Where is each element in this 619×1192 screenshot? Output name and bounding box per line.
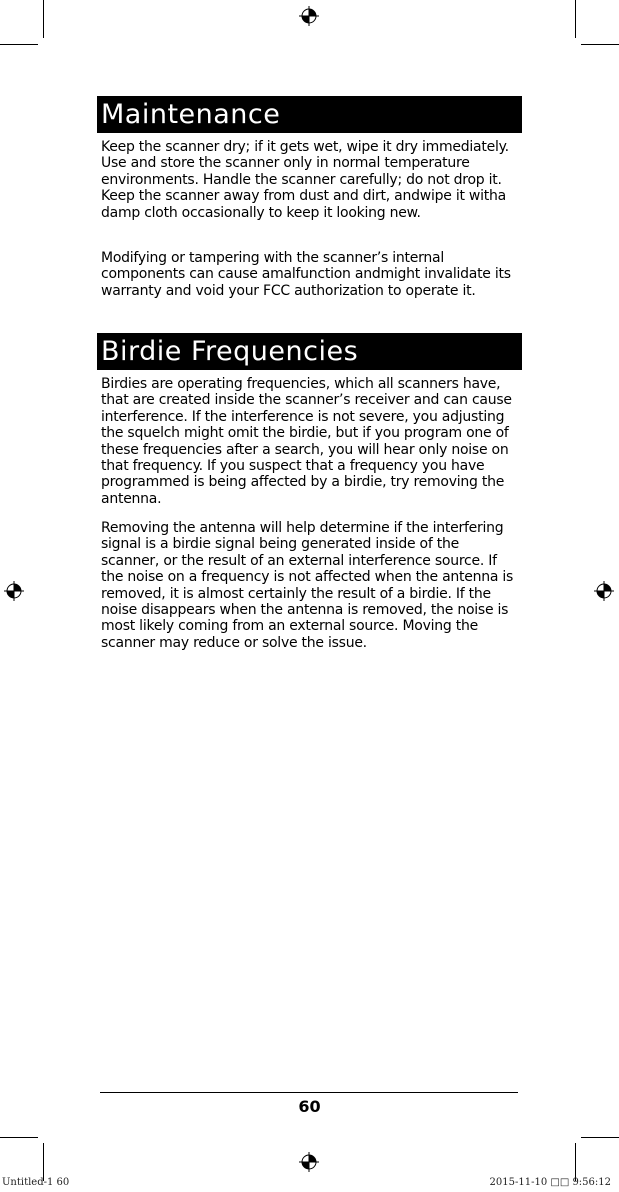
crop-mark: [0, 44, 38, 45]
print-slug-left: Untitled-1 60: [2, 1177, 70, 1188]
crop-mark: [0, 1137, 38, 1138]
registration-mark-icon: [4, 581, 24, 601]
crop-mark: [575, 1143, 576, 1181]
registration-mark-icon: [594, 581, 614, 601]
paragraph: Modifying or tampering with the scanner’s internal components can cause amalfunction andmight invalidate its warranty and void your FCC authorization to operate it.: [101, 250, 511, 299]
footer-rule: [100, 1092, 518, 1093]
page-number: 60: [298, 1097, 321, 1116]
crop-mark: [575, 0, 576, 38]
paragraph: Birdies are operating frequencies, which all scanners have, that are created inside the scanner’s receiver and can cause interference. If the interference is not severe, you adjusting the squelch might omit the birdie, but if you program one of these frequencies after a search, you will hear only noise on that frequency. If you suspect that a frequency you have programmed is being affected by a birdie, try removing the antenna.: [101, 376, 512, 507]
paragraph: Keep the scanner dry; if it gets wet, wipe it dry immediately. Use and store the scanner only in normal temperature environments. Handle the scanner carefully; do not drop it. Keep the scanner away from dust and dirt, andwipe it witha damp cloth occasionally to keep it looking new.: [101, 139, 509, 221]
crop-mark: [581, 1137, 619, 1138]
print-slug-right: 2015-11-10 □□ 9:56:12: [489, 1177, 611, 1188]
registration-mark-icon: [299, 6, 319, 26]
section-heading-birdie-frequencies: Birdie Frequencies: [97, 333, 522, 370]
registration-mark-icon: [299, 1152, 319, 1172]
crop-mark: [43, 1143, 44, 1181]
paragraph: Removing the antenna will help determine if the interfering signal is a birdie signal being generated inside of the scanner, or the result of an external interference source. If the noise on a frequency is not affected when the antenna is removed, it is almost certainly the result of a birdie. If the noise disappears when the antenna is removed, the noise is most likely coming from an external source. Moving the scanner may reduce or solve the issue.: [101, 520, 514, 651]
crop-mark: [581, 44, 619, 45]
crop-mark: [43, 0, 44, 38]
section-heading-maintenance: Maintenance: [97, 96, 522, 133]
